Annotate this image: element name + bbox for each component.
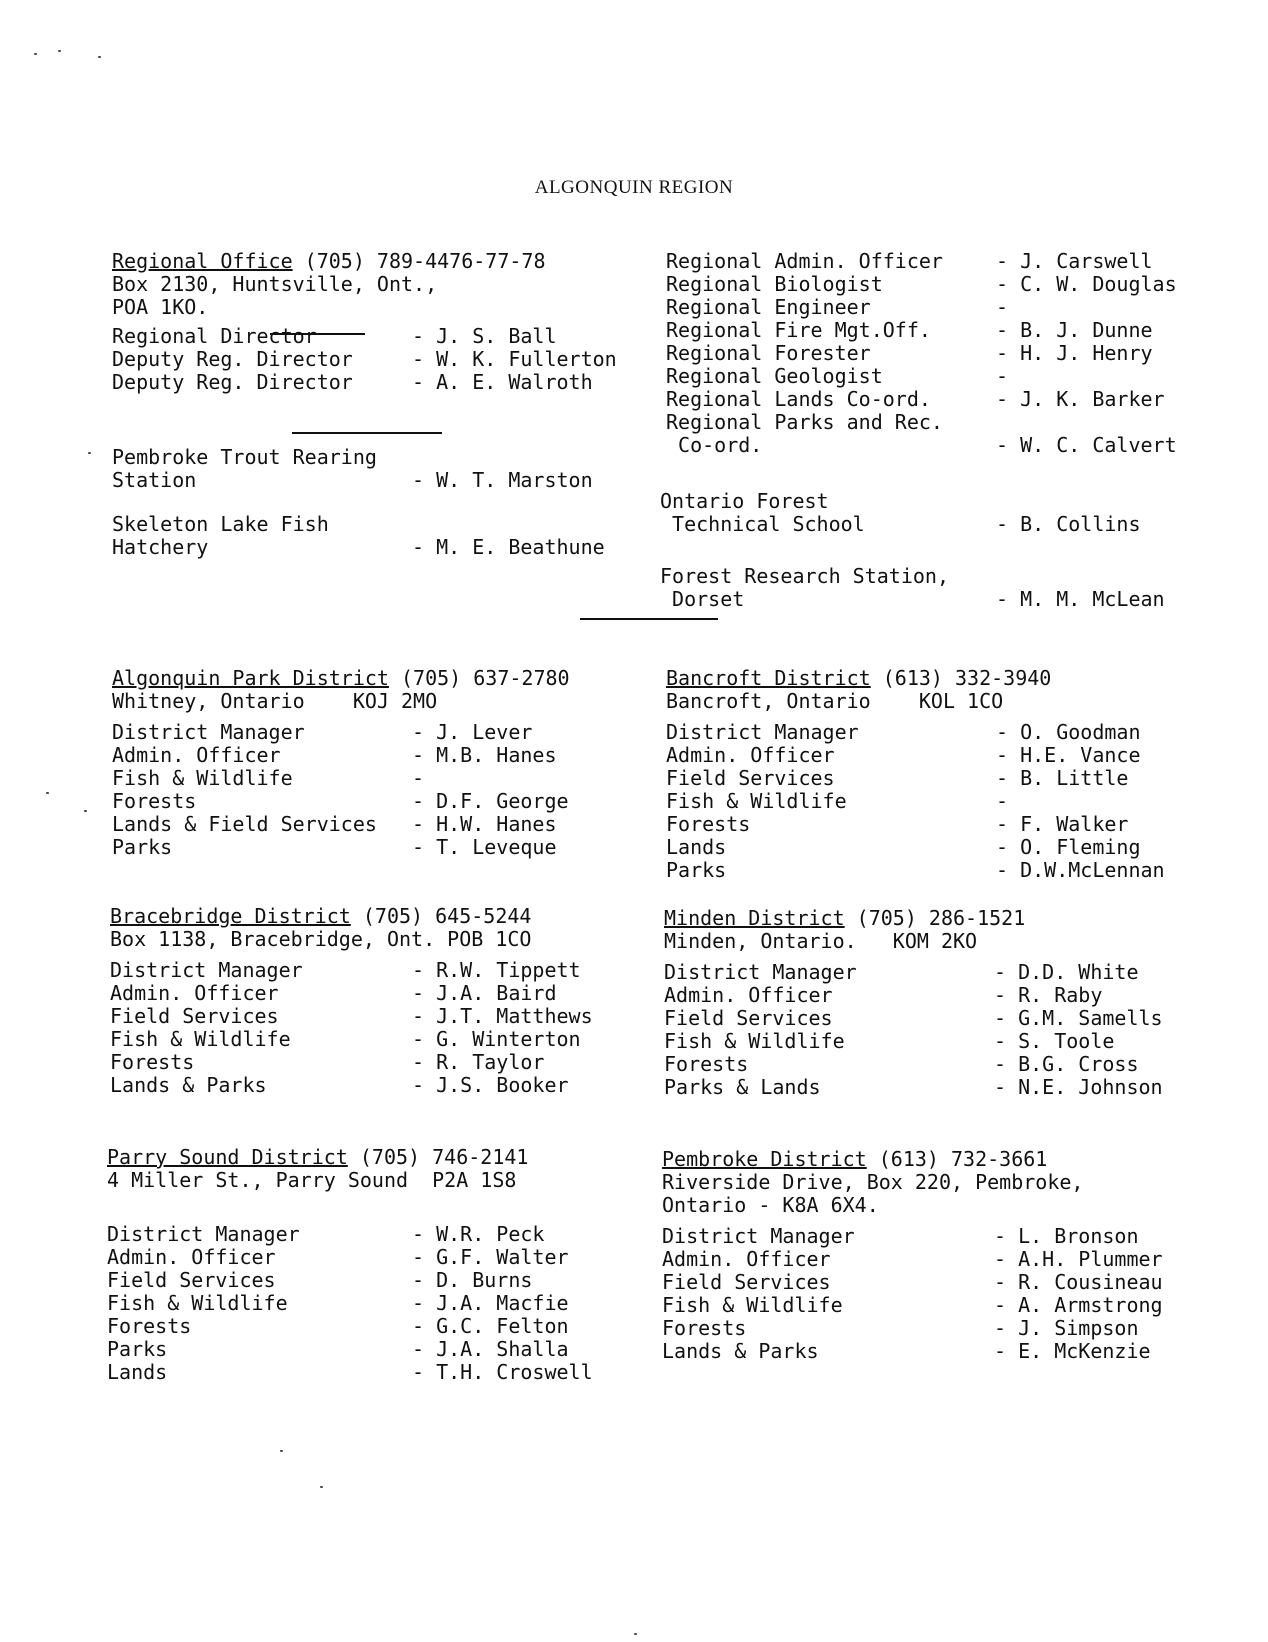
- district-name: Algonquin Park District: [112, 666, 389, 690]
- staff-name: - B.G. Cross: [994, 1052, 1139, 1076]
- staff-name: - N.E. Johnson: [994, 1075, 1163, 1099]
- staff-row: [666, 744, 1165, 767]
- district-bancroft: [666, 667, 1165, 882]
- staff-role: Lands & Field Services: [112, 812, 377, 836]
- staff-row: [666, 296, 1177, 319]
- staff-name: - J.S. Booker: [412, 1073, 569, 1097]
- staff-name: - T. Leveque: [412, 835, 557, 859]
- staff-row: [107, 1315, 593, 1338]
- staff-row: [110, 1005, 593, 1028]
- staff-name: - S. Toole: [994, 1029, 1115, 1053]
- staff-name: - M.B. Hanes: [412, 743, 557, 767]
- staff-row: [666, 365, 1177, 388]
- staff-name: - R.W. Tippett: [412, 958, 581, 982]
- regional-office-phone: (705) 789-4476-77-78: [304, 249, 546, 273]
- scan-speck: [58, 50, 61, 52]
- staff-role: Admin. Officer: [666, 743, 835, 767]
- staff-role: Regional Forester: [666, 341, 871, 365]
- district-phone: (705) 645-5244: [362, 904, 532, 928]
- staff-name: - J. K. Barker: [996, 387, 1165, 411]
- staff-row: [112, 767, 570, 790]
- district-name: Parry Sound District: [107, 1145, 348, 1169]
- staff-row: [666, 859, 1165, 882]
- staff-role: Regional Geologist: [666, 364, 883, 388]
- staff-name: - H.E. Vance: [996, 743, 1141, 767]
- district-phone: (705) 746-2141: [359, 1145, 529, 1169]
- staff-role: Lands: [107, 1360, 168, 1384]
- staff-name: - W. C. Calvert: [996, 433, 1177, 457]
- staff-role: Field Services: [666, 766, 835, 790]
- staff-row: [112, 348, 617, 371]
- staff-role: Regional Engineer: [666, 295, 871, 319]
- staff-row: [662, 1248, 1163, 1271]
- staff-role: District Manager: [112, 720, 305, 744]
- staff-name: - B. J. Dunne: [996, 318, 1153, 342]
- district-phone: (705) 286-1521: [856, 906, 1026, 930]
- staff-name: -: [996, 295, 1009, 319]
- district-algonquin-park: [112, 667, 570, 859]
- district-parry-sound: [107, 1146, 593, 1384]
- staff-role: Regional Parks and Rec.: [666, 410, 943, 434]
- unit-row: [112, 469, 593, 492]
- staff-name: - C. W. Douglas: [996, 272, 1177, 296]
- staff-name: - R. Raby: [994, 983, 1103, 1007]
- district-heading: [662, 1148, 1163, 1171]
- staff-role: Deputy Reg. Director: [112, 347, 353, 371]
- staff-name: - E. McKenzie: [994, 1339, 1151, 1363]
- staff-row: [666, 411, 1177, 434]
- scan-speck: [34, 53, 37, 55]
- scan-speck: [46, 792, 49, 794]
- divider: [292, 432, 442, 434]
- staff-row: [664, 984, 1163, 1007]
- staff-row: [662, 1340, 1163, 1363]
- district-heading: [107, 1146, 593, 1169]
- staff-name: - G. Winterton: [412, 1027, 581, 1051]
- staff-role: District Manager: [110, 958, 303, 982]
- staff-row: [664, 1076, 1163, 1099]
- staff-row: [666, 813, 1165, 836]
- staff-role: Admin. Officer: [662, 1247, 831, 1271]
- staff-row: [666, 434, 1177, 457]
- staff-name: - F. Walker: [996, 812, 1129, 836]
- institution-head: - M. M. McLean: [996, 587, 1165, 611]
- staff-role: Admin. Officer: [112, 743, 281, 767]
- staff-row: [662, 1317, 1163, 1340]
- staff-role: Admin. Officer: [664, 983, 833, 1007]
- staff-row: [664, 1007, 1163, 1030]
- staff-name: - J. Carswell: [996, 249, 1153, 273]
- staff-role: Forests: [110, 1050, 195, 1074]
- staff-name: - W.R. Peck: [412, 1222, 545, 1246]
- institution: [660, 490, 1141, 536]
- staff-row: [110, 1074, 593, 1097]
- regional-unit: [112, 446, 593, 492]
- regional-office-address-1: Box 2130, Huntsville, Ont.,: [112, 272, 438, 296]
- staff-role: Regional Fire Mgt.Off.: [666, 318, 931, 342]
- staff-role: Regional Admin. Officer: [666, 249, 943, 273]
- district-phone: (705) 637-2780: [401, 666, 570, 690]
- staff-role: Forests: [662, 1316, 747, 1340]
- institution-head: - B. Collins: [996, 512, 1141, 536]
- staff-role: Parks & Lands: [664, 1075, 821, 1099]
- unit-name: Pembroke Trout Rearing: [112, 445, 377, 469]
- staff-name: - D. Burns: [412, 1268, 533, 1292]
- staff-name: - J.A. Macfie: [412, 1291, 569, 1315]
- staff-name: - G.M. Samells: [994, 1006, 1163, 1030]
- staff-row: [112, 790, 570, 813]
- scan-speck: [280, 1450, 283, 1452]
- regional-office-name: Regional Office: [112, 249, 293, 273]
- regional-staff: [666, 250, 1177, 457]
- staff-role: Co-ord.: [666, 433, 763, 457]
- staff-row: [666, 342, 1177, 365]
- staff-row: [666, 836, 1165, 859]
- staff-name: -: [412, 766, 425, 790]
- staff-role: Fish & Wildlife: [662, 1293, 843, 1317]
- district-phone: (613) 332-3940: [882, 666, 1052, 690]
- staff-role: Parks: [666, 858, 727, 882]
- staff-role: Admin. Officer: [107, 1245, 276, 1269]
- staff-name: - J.T. Matthews: [412, 1004, 593, 1028]
- staff-name: - D.F. George: [412, 789, 569, 813]
- staff-name: - A. E. Walroth: [412, 370, 593, 394]
- staff-role: Forests: [112, 789, 197, 813]
- staff-row: [662, 1294, 1163, 1317]
- staff-role: Fish & Wildlife: [107, 1291, 288, 1315]
- staff-row: [666, 319, 1177, 342]
- staff-role: Forests: [107, 1314, 192, 1338]
- regional-office: [112, 250, 617, 394]
- scan-speck: [98, 56, 101, 58]
- staff-row: [107, 1338, 593, 1361]
- staff-row: [662, 1225, 1163, 1248]
- scan-speck: [320, 1486, 323, 1488]
- staff-name: - J. Lever: [412, 720, 533, 744]
- staff-row: [666, 388, 1177, 411]
- staff-name: - J.A. Shalla: [412, 1337, 569, 1361]
- staff-role: Deputy Reg. Director: [112, 370, 353, 394]
- staff-role: Lands & Parks: [110, 1073, 267, 1097]
- divider: [580, 618, 718, 620]
- district-name: Pembroke District: [662, 1147, 867, 1171]
- staff-row: [112, 744, 570, 767]
- institution: [660, 565, 1165, 611]
- regional-unit: [112, 513, 605, 559]
- staff-name: -: [996, 789, 1009, 813]
- staff-row: [666, 721, 1165, 744]
- staff-name: - R. Cousineau: [994, 1270, 1163, 1294]
- staff-role: Field Services: [110, 1004, 279, 1028]
- staff-row: [664, 1053, 1163, 1076]
- staff-row: [110, 1028, 593, 1051]
- staff-role: Regional Biologist: [666, 272, 883, 296]
- staff-role: Regional Lands Co-ord.: [666, 387, 931, 411]
- scan-speck: [88, 452, 91, 454]
- staff-row: [110, 959, 593, 982]
- unit-head: - M. E. Beathune: [412, 535, 605, 559]
- staff-name: - R. Taylor: [412, 1050, 545, 1074]
- staff-row: [666, 273, 1177, 296]
- staff-role: Admin. Officer: [110, 981, 279, 1005]
- unit-row: [112, 536, 605, 559]
- district-address: Whitney, Ontario KOJ 2MO: [112, 689, 438, 713]
- staff-role: Parks: [107, 1337, 168, 1361]
- district-pembroke: [662, 1148, 1163, 1363]
- district-address: Ontario - K8A 6X4.: [662, 1193, 879, 1217]
- staff-row: [110, 982, 593, 1005]
- staff-role: Forests: [666, 812, 751, 836]
- institution-name-cont: Dorset: [660, 587, 745, 611]
- regional-office-address-2: POA 1KO.: [112, 295, 209, 319]
- district-address: Minden, Ontario. KOM 2KO: [664, 929, 978, 953]
- staff-name: - O. Goodman: [996, 720, 1141, 744]
- district-address: 4 Miller St., Parry Sound P2A 1S8: [107, 1168, 517, 1192]
- district-name: Bracebridge District: [110, 904, 351, 928]
- staff-name: - H. J. Henry: [996, 341, 1153, 365]
- district-heading: [110, 905, 593, 928]
- staff-row: [107, 1269, 593, 1292]
- staff-role: Parks: [112, 835, 173, 859]
- staff-row: [666, 767, 1165, 790]
- staff-name: - O. Fleming: [996, 835, 1141, 859]
- staff-role: District Manager: [664, 960, 857, 984]
- scan-speck: [634, 1633, 637, 1635]
- staff-name: - J. S. Ball: [412, 324, 557, 348]
- staff-row: [662, 1271, 1163, 1294]
- regional-office-heading: [112, 250, 617, 273]
- staff-name: - T.H. Croswell: [412, 1360, 593, 1384]
- district-heading: [112, 667, 570, 690]
- unit-head: - W. T. Marston: [412, 468, 593, 492]
- district-heading: [664, 907, 1163, 930]
- staff-name: - H.W. Hanes: [412, 812, 557, 836]
- staff-role: Fish & Wildlife: [666, 789, 847, 813]
- institution-row: [660, 513, 1141, 536]
- staff-role: District Manager: [107, 1222, 300, 1246]
- staff-name: - D.D. White: [994, 960, 1139, 984]
- staff-row: [664, 1030, 1163, 1053]
- staff-name: - A. Armstrong: [994, 1293, 1163, 1317]
- unit-name-cont: Station: [112, 468, 197, 492]
- staff-row: [107, 1246, 593, 1269]
- staff-name: - J. Simpson: [994, 1316, 1139, 1340]
- staff-row: [112, 813, 570, 836]
- institution-name-cont: Technical School: [660, 512, 865, 536]
- staff-name: - A.H. Plummer: [994, 1247, 1163, 1271]
- staff-row: [666, 250, 1177, 273]
- district-address: Bancroft, Ontario KOL 1CO: [666, 689, 1004, 713]
- staff-row: [112, 836, 570, 859]
- district-minden: [664, 907, 1163, 1099]
- staff-role: Forests: [664, 1052, 749, 1076]
- staff-row: [112, 325, 617, 348]
- staff-name: - B. Little: [996, 766, 1129, 790]
- staff-role: Lands: [666, 835, 727, 859]
- staff-role: Fish & Wildlife: [112, 766, 293, 790]
- staff-role: Field Services: [662, 1270, 831, 1294]
- staff-role: Fish & Wildlife: [110, 1027, 291, 1051]
- staff-name: - G.F. Walter: [412, 1245, 569, 1269]
- institution-name: Ontario Forest: [660, 489, 829, 513]
- staff-name: - L. Bronson: [994, 1224, 1139, 1248]
- staff-role: Fish & Wildlife: [664, 1029, 845, 1053]
- staff-row: [110, 1051, 593, 1074]
- staff-row: [112, 371, 617, 394]
- unit-name-cont: Hatchery: [112, 535, 209, 559]
- scan-speck: [84, 810, 87, 812]
- staff-role: Lands & Parks: [662, 1339, 819, 1363]
- district-bracebridge: [110, 905, 593, 1097]
- staff-name: - D.W.McLennan: [996, 858, 1165, 882]
- page-title: ALGONQUIN REGION: [534, 177, 734, 198]
- divider: [270, 333, 365, 335]
- staff-row: [112, 721, 570, 744]
- district-name: Minden District: [664, 906, 845, 930]
- staff-row: [107, 1292, 593, 1315]
- institution-name: Forest Research Station,: [660, 564, 949, 588]
- district-address: Riverside Drive, Box 220, Pembroke,: [662, 1170, 1084, 1194]
- staff-role: District Manager: [662, 1224, 855, 1248]
- staff-row: [107, 1361, 593, 1384]
- staff-role: Regional Director: [112, 324, 317, 348]
- staff-role: Field Services: [107, 1268, 276, 1292]
- unit-name: Skeleton Lake Fish: [112, 512, 329, 536]
- staff-name: - G.C. Felton: [412, 1314, 569, 1338]
- staff-role: District Manager: [666, 720, 859, 744]
- district-phone: (613) 732-3661: [878, 1147, 1048, 1171]
- staff-row: [664, 961, 1163, 984]
- institution-row: [660, 588, 1165, 611]
- staff-name: - J.A. Baird: [412, 981, 557, 1005]
- district-heading: [666, 667, 1165, 690]
- staff-name: -: [996, 364, 1009, 388]
- staff-row: [107, 1223, 593, 1246]
- staff-role: Field Services: [664, 1006, 833, 1030]
- district-address: Box 1138, Bracebridge, Ont. POB 1CO: [110, 927, 532, 951]
- staff-name: - W. K. Fullerton: [412, 347, 617, 371]
- district-name: Bancroft District: [666, 666, 871, 690]
- staff-row: [666, 790, 1165, 813]
